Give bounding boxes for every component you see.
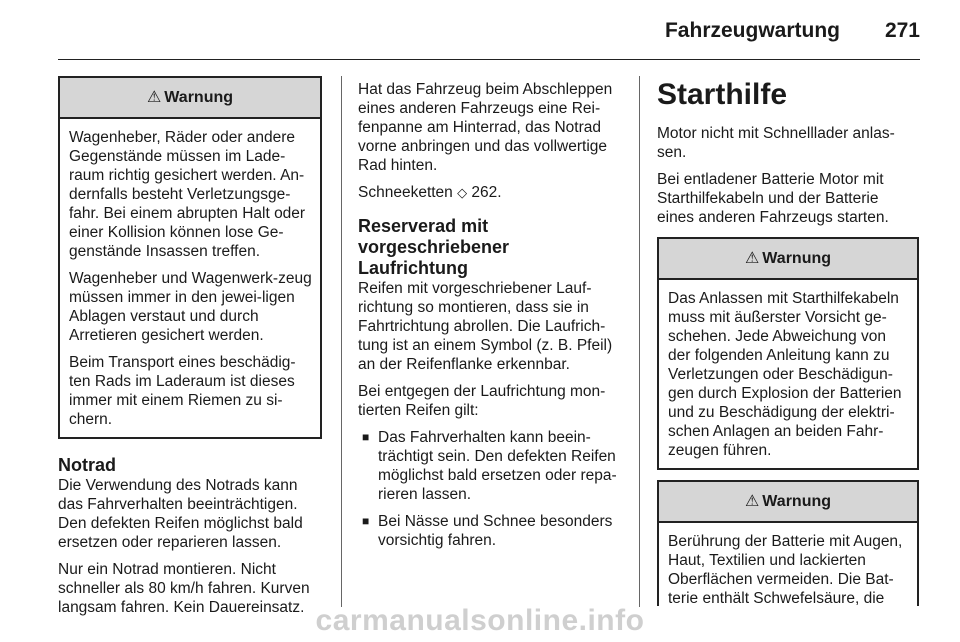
warning-header xyxy=(659,239,917,280)
tow-paragraph: Hat das Fahrzeug beim Abschleppen eines anderen Fahrzeugs eine Rei-fenpanne am Hinterrad, das Notrad vorne anbringen und das vollwertige Rad hinten. xyxy=(358,81,613,174)
column-left xyxy=(58,76,322,625)
warning-paragraph: Berührung der Batterie mit Augen, Haut, Textilien und lackierten Oberflächen vermeiden. Die Bat-terie enthält Schwefelsäure, die xyxy=(668,533,903,606)
direction-paragraph: Reifen mit vorgeschriebener Lauf-richtung so montieren, dass sie in Fahrtrichtung abrollen. Die Laufrich-tung ist an einem Symbol (z. B. Pfeil) an der Reifenflanke erkennbar. xyxy=(358,280,613,373)
warning-body xyxy=(659,523,917,606)
warning-title: Warnung xyxy=(164,89,234,106)
header-divider xyxy=(58,59,920,60)
starthilfe-heading: Starthilfe xyxy=(657,78,788,111)
warning-paragraph: Wagenheber, Räder oder andere Gegenstände müssen im Lade-raum richtig gesichert werden. An-dernfalls besteht Verletzungsge-fahr. Bei einem abrupten Halt oder einer Kollision können lose Ge-genstände Insassen treffen. xyxy=(69,129,306,260)
bullet-icon: ■ xyxy=(362,514,370,528)
list-item: ■ Bei Nässe und Schnee besonders vorsichtig fahren. xyxy=(362,513,613,549)
consequence-list xyxy=(358,428,623,550)
notrad-paragraph: Die Verwendung des Notrads kann das Fahrverhalten beeinträchtigen. Den defekten Reifen möglichst bald ersetzen oder reparieren lassen. xyxy=(58,477,303,551)
starthilfe-paragraph: Bei entladener Batterie Motor mit Starthilfekabeln und der Batterie eines anderen Fahrzeugs starten. xyxy=(657,171,889,226)
snow-chains-text: Schneeketten xyxy=(358,184,453,201)
list-item: ■ Das Fahrverhalten kann beein-trächtigt sein. Den defekten Reifen möglichst bald ersetzen oder repa-rieren lassen. xyxy=(362,429,617,503)
warning-box-acid xyxy=(657,480,919,606)
column-middle xyxy=(358,80,623,558)
starthilfe-paragraph: Motor nicht mit Schnelllader anlas-sen. xyxy=(657,125,895,161)
section-title: Fahrzeugwartung xyxy=(664,19,840,42)
warning-body xyxy=(659,280,917,468)
page-number: 271 xyxy=(884,19,920,42)
column-divider-1 xyxy=(341,76,342,607)
warning-icon: ⚠ xyxy=(146,89,162,106)
snow-chains-reference xyxy=(358,183,623,202)
warning-paragraph: Beim Transport eines beschädig-ten Rads im Laderaum ist dieses immer mit einem Riemen zu si-chern. xyxy=(69,354,296,428)
warning-box-jumpstart xyxy=(657,237,919,470)
notrad-paragraph: Nur ein Notrad montieren. Nicht schneller als 80 km/h fahren. Kurven langsam fahren. Kein Dauereinsatz. xyxy=(58,561,310,616)
direction-paragraph: Bei entgegen der Laufrichtung mon-tierten Reifen gilt: xyxy=(358,383,606,419)
warning-title: Warnung xyxy=(762,250,832,267)
warning-header xyxy=(60,78,320,119)
warning-title: Warnung xyxy=(762,493,832,510)
warning-icon: ⚠ xyxy=(744,250,760,267)
warning-paragraph: Das Anlassen mit Starthilfekabeln muss mit äußerster Vorsicht ge-schehen. Jede Abweichung von der folgenden Anleitung kann zu Verletzungen oder Beschädigun-gen durch Explosion der Batterien und zu Beschädigung der elektri-schen Anlagen an beiden Fahr-zeugen führen. xyxy=(668,290,902,459)
warning-body xyxy=(60,119,320,437)
warning-paragraph: Wagenheber und Wagenwerk-zeug müssen immer in den jewei-ligen Ablagen verstaut und durch Arretieren gesichert werden. xyxy=(69,270,312,344)
spare-wheel-heading: Reserverad mit vorgeschriebener Laufrichtung xyxy=(358,216,510,278)
notrad-heading: Notrad xyxy=(58,455,116,475)
watermark: carmanualsonline.info xyxy=(315,604,645,637)
page-reference-icon: ◇ xyxy=(457,185,468,200)
warning-icon: ⚠ xyxy=(744,493,760,510)
warning-header xyxy=(659,482,917,523)
bullet-icon: ■ xyxy=(362,430,370,444)
column-divider-2 xyxy=(639,76,640,607)
warning-box-cargo xyxy=(58,76,322,439)
column-right xyxy=(657,78,919,606)
snow-chains-page[interactable]: 262. xyxy=(471,184,502,201)
